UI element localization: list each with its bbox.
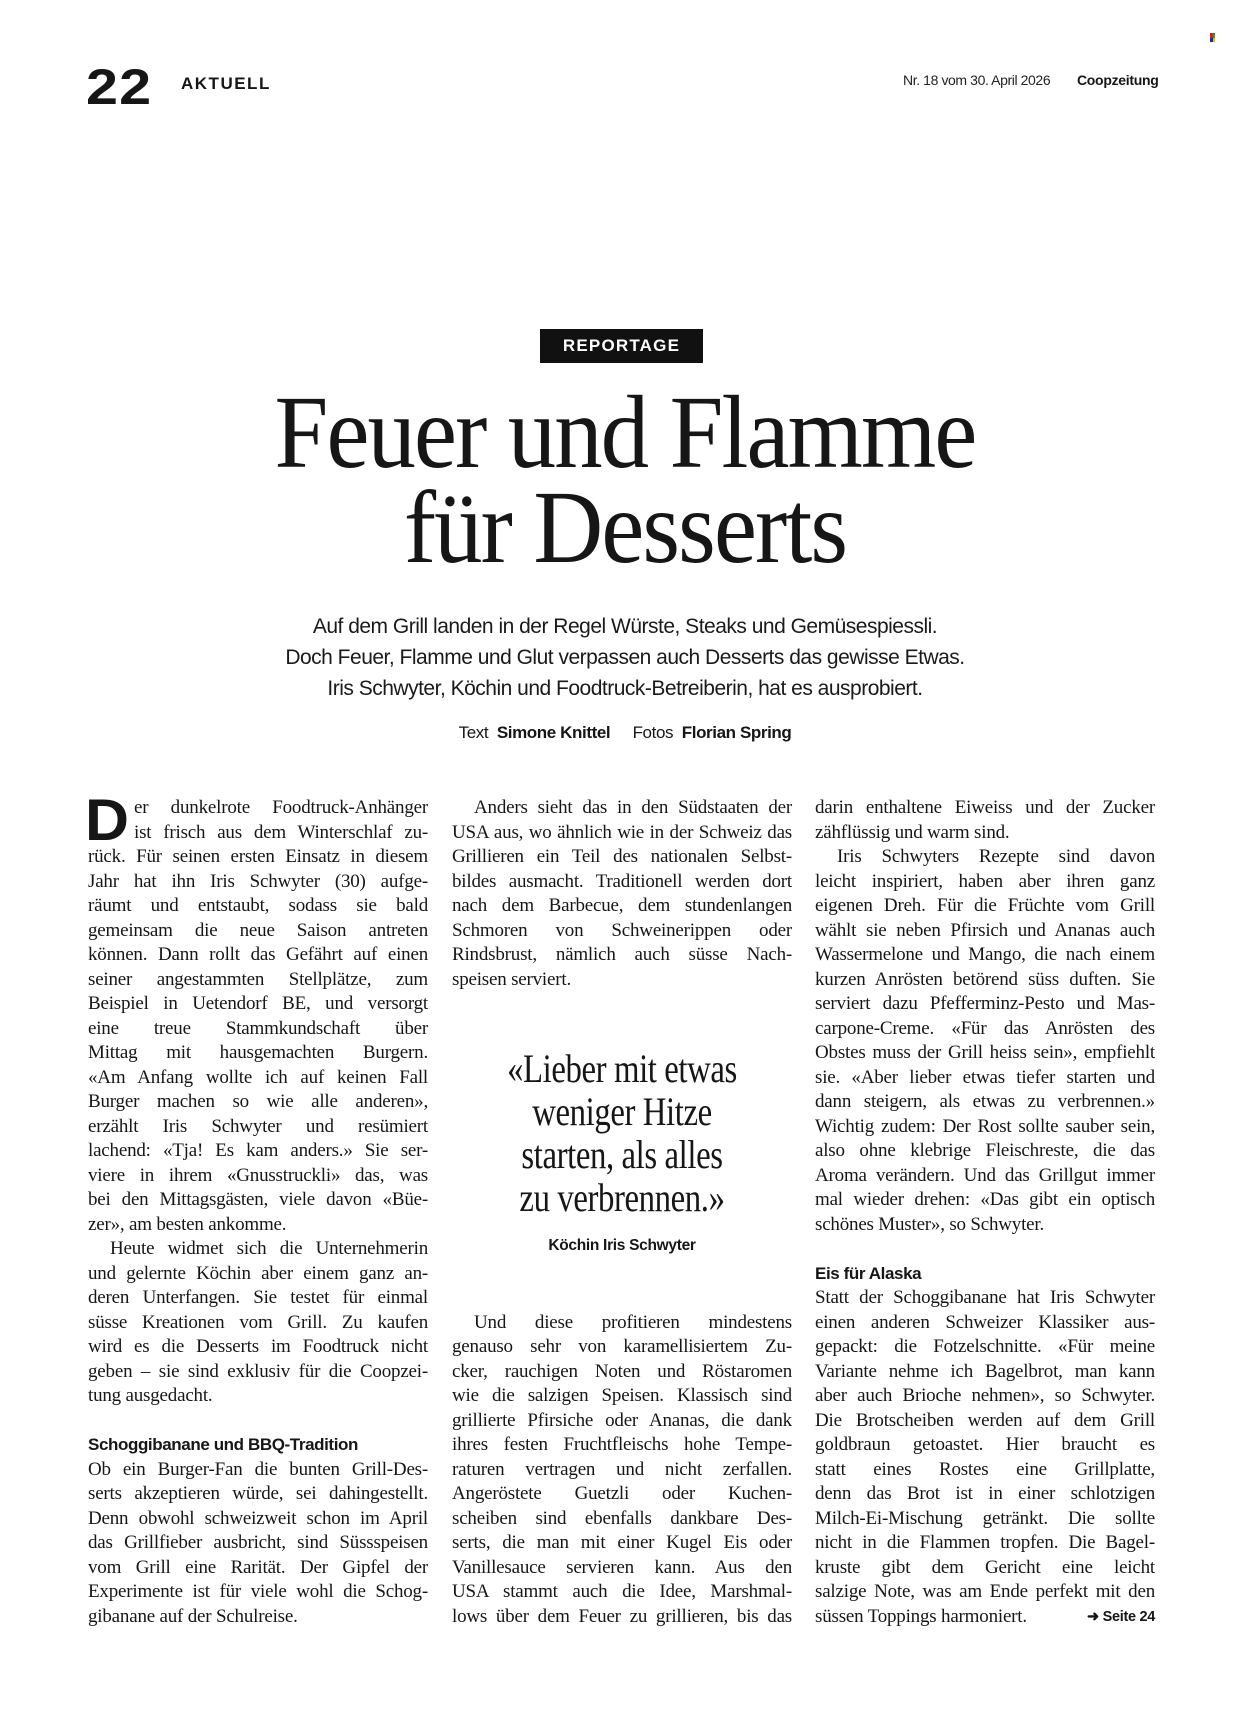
text-line: also ohne klebrige Fleischreste, die das	[815, 1140, 1155, 1161]
text-line: denn das Brot ist in einer schlotzigen	[815, 1483, 1155, 1504]
byline-author: Simone Knittel	[496, 723, 611, 742]
text-line: Burger machen so wie alle anderen»,	[88, 1091, 428, 1112]
text-line: Denn obwohl schweizweit schon im April	[88, 1507, 428, 1529]
lead-line: Auf dem Grill landen in der Regel Würste, Steaks und Gemüsespiessli.	[312, 615, 938, 638]
text-line: scheiben sind ebenfalls dankbare Des-	[452, 1507, 792, 1529]
article-column-3	[815, 796, 1155, 1629]
text-line: gepackt: die Fotzelschnitte. «Für meine	[815, 1336, 1155, 1357]
subheading: Schoggibanane und BBQ-Tradition	[88, 1435, 358, 1454]
text-line: statt eines Rostes eine Grillplatte,	[815, 1458, 1155, 1480]
text-line: räumt und entstaubt, sodass sie bald	[88, 895, 428, 916]
text-line: wählt sie neben Pfirsich und Ananas auch	[815, 919, 1155, 941]
pull-quote-attribution: Köchin Iris Schwyter	[548, 1237, 696, 1254]
article-column-2	[452, 796, 792, 1629]
text-line: gemeinsam die neue Saison antreten	[88, 919, 428, 941]
pull-quote-line: «Lieber mit etwas	[507, 1046, 737, 1091]
publication-name: Coopzeitung	[1077, 72, 1159, 88]
text-line: vom Grill eine Rarität. Der Gipfel der	[88, 1556, 428, 1578]
color-swatch	[1213, 38, 1216, 43]
text-line: lachend: «Tja! Es kam anders.» Sie ser-	[88, 1140, 428, 1161]
text-line: Obstes muss der Grill heiss sein», empfiehlt	[815, 1042, 1155, 1063]
text-line: serts akzeptieren würde, sei dahingestellt.	[88, 1483, 428, 1504]
print-color-mark	[1210, 33, 1215, 42]
lead-line: Doch Feuer, Flamme und Glut verpassen auch Desserts das gewisse Etwas.	[285, 646, 965, 669]
text-line: grillierte Pfirsiche oder Ananas, die dank	[452, 1409, 792, 1431]
text-line: eigenen Dreh. Für die Früchte vom Grill	[815, 895, 1155, 916]
pull-quote-line: weniger Hitze	[532, 1089, 712, 1134]
text-line: Schmoren von Schweinerippen oder	[452, 919, 792, 941]
text-line: USA aus, wo ähnlich wie in der Schweiz das	[452, 821, 792, 843]
pull-quote	[452, 992, 792, 1311]
text-line: leicht inspiriert, haben aber ihren ganz	[815, 870, 1155, 892]
text-line: dann steigern, als etwas zu verbrennen.»	[815, 1091, 1155, 1112]
section-label: AKTUELL	[181, 74, 271, 93]
text-line: geben – sie sind exklusiv für die Coopzei-	[88, 1360, 428, 1382]
text-line: er dunkelrote Foodtruck-Anhänger	[134, 797, 428, 818]
drop-cap: D	[84, 788, 129, 853]
text-line: wie die salzigen Speisen. Klassisch sind	[452, 1385, 792, 1406]
text-line: darin enthaltene Eiweiss und der Zucker	[815, 797, 1155, 818]
text-line: carpone-Creme. «Für das Anrösten des	[815, 1017, 1155, 1039]
text-line: bildes ausmacht. Traditionell werden dort	[452, 870, 792, 892]
text-line: goldbraun getoastet. Hier braucht es	[815, 1434, 1155, 1455]
text-line: rück. Für seinen ersten Einsatz in diesem	[88, 846, 428, 867]
text-line: Jahr hat ihn Iris Schwyter (30) aufge-	[88, 870, 428, 892]
text-line: tung ausgedacht.	[88, 1385, 213, 1406]
byline-photo-label: Fotos	[632, 723, 674, 742]
text-line: kruste gibt dem Gericht eine leicht	[815, 1556, 1155, 1578]
pull-quote-text	[452, 1047, 792, 1219]
text-line: cker, rauchigen Noten und Röstaromen	[452, 1360, 792, 1382]
text-line: Vanillesauce servieren kann. Aus den	[452, 1556, 792, 1578]
final-line	[815, 1605, 1155, 1630]
text-line: zähflüssig und warm sind.	[815, 821, 1010, 843]
text-line: mal wieder drehen: «Das gibt ein optisch	[815, 1189, 1155, 1210]
text-line: können. Dann rollt das Gefährt auf einen	[88, 944, 428, 965]
text-line: Und diese profitieren mindestens	[474, 1311, 792, 1333]
text-line: nach dem Barbecue, dem stundenlangen	[452, 895, 792, 916]
text-line: speisen serviert.	[452, 968, 572, 990]
pull-quote-line: starten, als alles	[521, 1132, 723, 1177]
text-line: sie. «Aber lieber etwas tiefer starten und	[815, 1066, 1155, 1088]
text-line: einen anderen Schweizer Klassiker aus-	[815, 1311, 1155, 1333]
text-line: USA stammt auch die Idee, Marshmal-	[452, 1581, 792, 1602]
text-line: Rindsbrust, nämlich auch süsse Nach-	[452, 944, 792, 965]
issue-info: Nr. 18 vom 30. April 2026	[903, 72, 1051, 88]
text-line: schönes Muster», so Schwyter.	[815, 1213, 1045, 1235]
text-line: serts, die man mit einer Kugel Eis oder	[452, 1532, 792, 1553]
text-line: Milch-Ei-Mischung getränkt. Die sollte	[815, 1507, 1155, 1529]
text-line: kurzen Anrösten betörend süss duften. Sie	[815, 968, 1155, 990]
text-line: eine treue Stammkundschaft über	[88, 1017, 428, 1039]
text-line: und gelernte Köchin aber einem ganz an-	[88, 1262, 428, 1284]
text-line: ist frisch aus dem Winterschlaf zu-	[134, 821, 428, 843]
text-line: salzige Note, was am Ende perfekt mit den	[815, 1581, 1155, 1602]
text-line: deren Unterfangen. Sie testet für einmal	[88, 1287, 428, 1308]
text-line: wird es die Desserts im Foodtruck nicht	[88, 1336, 428, 1357]
page-number: 22	[86, 59, 153, 115]
byline-photographer: Florian Spring	[681, 723, 792, 742]
text-line: bei den Mittagsgästen, viele davon «Büe-	[88, 1189, 428, 1210]
text-line: das Grillfieber ausbricht, sind Süssspeisen	[88, 1532, 428, 1553]
article-column-1	[84, 788, 428, 1629]
text-line: Experimente ist für viele wohl die Schog-	[88, 1581, 428, 1602]
byline-text-label: Text	[458, 723, 489, 742]
text-line: genauso sehr von karamellisiertem Zu-	[452, 1336, 792, 1357]
text-line: Ob ein Burger-Fan die bunten Grill-Des-	[88, 1458, 428, 1480]
text-line: gibanane auf der Schulreise.	[88, 1605, 298, 1627]
text-line: Aroma verändern. Und das Grillgut immer	[815, 1164, 1155, 1186]
text-line: Anders sieht das in den Südstaaten der	[474, 797, 792, 818]
pull-quote-line: zu verbrennen.»	[519, 1175, 725, 1220]
lead-line: Iris Schwyter, Köchin und Foodtruck-Betreiberin, hat es ausprobiert.	[327, 677, 923, 700]
text-line: süsse Kreationen vom Grill. Zu kaufen	[88, 1311, 428, 1333]
text-line: Wichtig zudem: Der Rost sollte sauber sein,	[815, 1115, 1155, 1137]
text-line: Heute widmet sich die Unternehmerin	[110, 1238, 428, 1259]
spacer	[815, 1237, 1155, 1262]
byline	[0, 723, 1250, 743]
text-line: süssen Toppings harmoniert.	[815, 1605, 1027, 1627]
text-line: raturen vertragen und nicht zerfallen.	[452, 1458, 792, 1480]
spacer	[88, 1409, 428, 1434]
kicker-label: REPORTAGE	[562, 336, 681, 355]
text-line: aber auch Brioche nehmen», so Schwyter.	[815, 1385, 1155, 1406]
text-line: Iris Schwyters Rezepte sind davon	[837, 846, 1155, 867]
text-line: zer», am besten ankomme.	[88, 1213, 287, 1235]
text-line: seiner angestammten Stellplätze, zum	[88, 968, 428, 990]
text-line: lows über dem Feuer zu grillieren, bis das	[452, 1605, 792, 1627]
text-line: nicht in die Flammen tropfen. Die Bagel-	[815, 1532, 1155, 1553]
text-line: Die Brotscheiben werden auf dem Grill	[815, 1409, 1155, 1431]
text-line: Wassermelone und Mango, die nach einem	[815, 944, 1155, 965]
text-line: «Am Anfang wollte ich auf keinen Fall	[88, 1066, 428, 1088]
headline-line: für Desserts	[403, 470, 847, 585]
text-line: serviert dazu Pfefferminz-Pesto und Mas-	[815, 993, 1155, 1014]
text-line: Angeröstete Guetzli oder Kuchen-	[452, 1483, 792, 1504]
headline-line: Feuer und Flamme	[274, 375, 976, 490]
text-line: Mittag mit hausgemachten Burgern.	[88, 1042, 428, 1063]
text-line: erzählt Iris Schwyter und resümiert	[88, 1115, 428, 1137]
continued-on-page-link[interactable]: ➜ Seite 24	[1087, 1608, 1155, 1625]
headline	[0, 375, 1250, 585]
subheading: Eis für Alaska	[815, 1263, 922, 1283]
text-line: Grillieren ein Teil des nationalen Selbst-	[452, 846, 792, 867]
kicker-badge	[540, 329, 703, 363]
text-line: Beispiel in Uetendorf BE, und versorgt	[88, 993, 428, 1014]
text-line: viere in ihrem «Gnusstruckli» das, was	[88, 1164, 428, 1186]
text-line: Variante nehme ich Bagelbrot, man kann	[815, 1360, 1155, 1382]
text-line: ihres festen Fruchtfleischs hohe Tempe-	[452, 1434, 792, 1455]
lead-paragraph	[0, 611, 1250, 704]
text-line: Statt der Schoggibanane hat Iris Schwyter	[815, 1287, 1155, 1308]
